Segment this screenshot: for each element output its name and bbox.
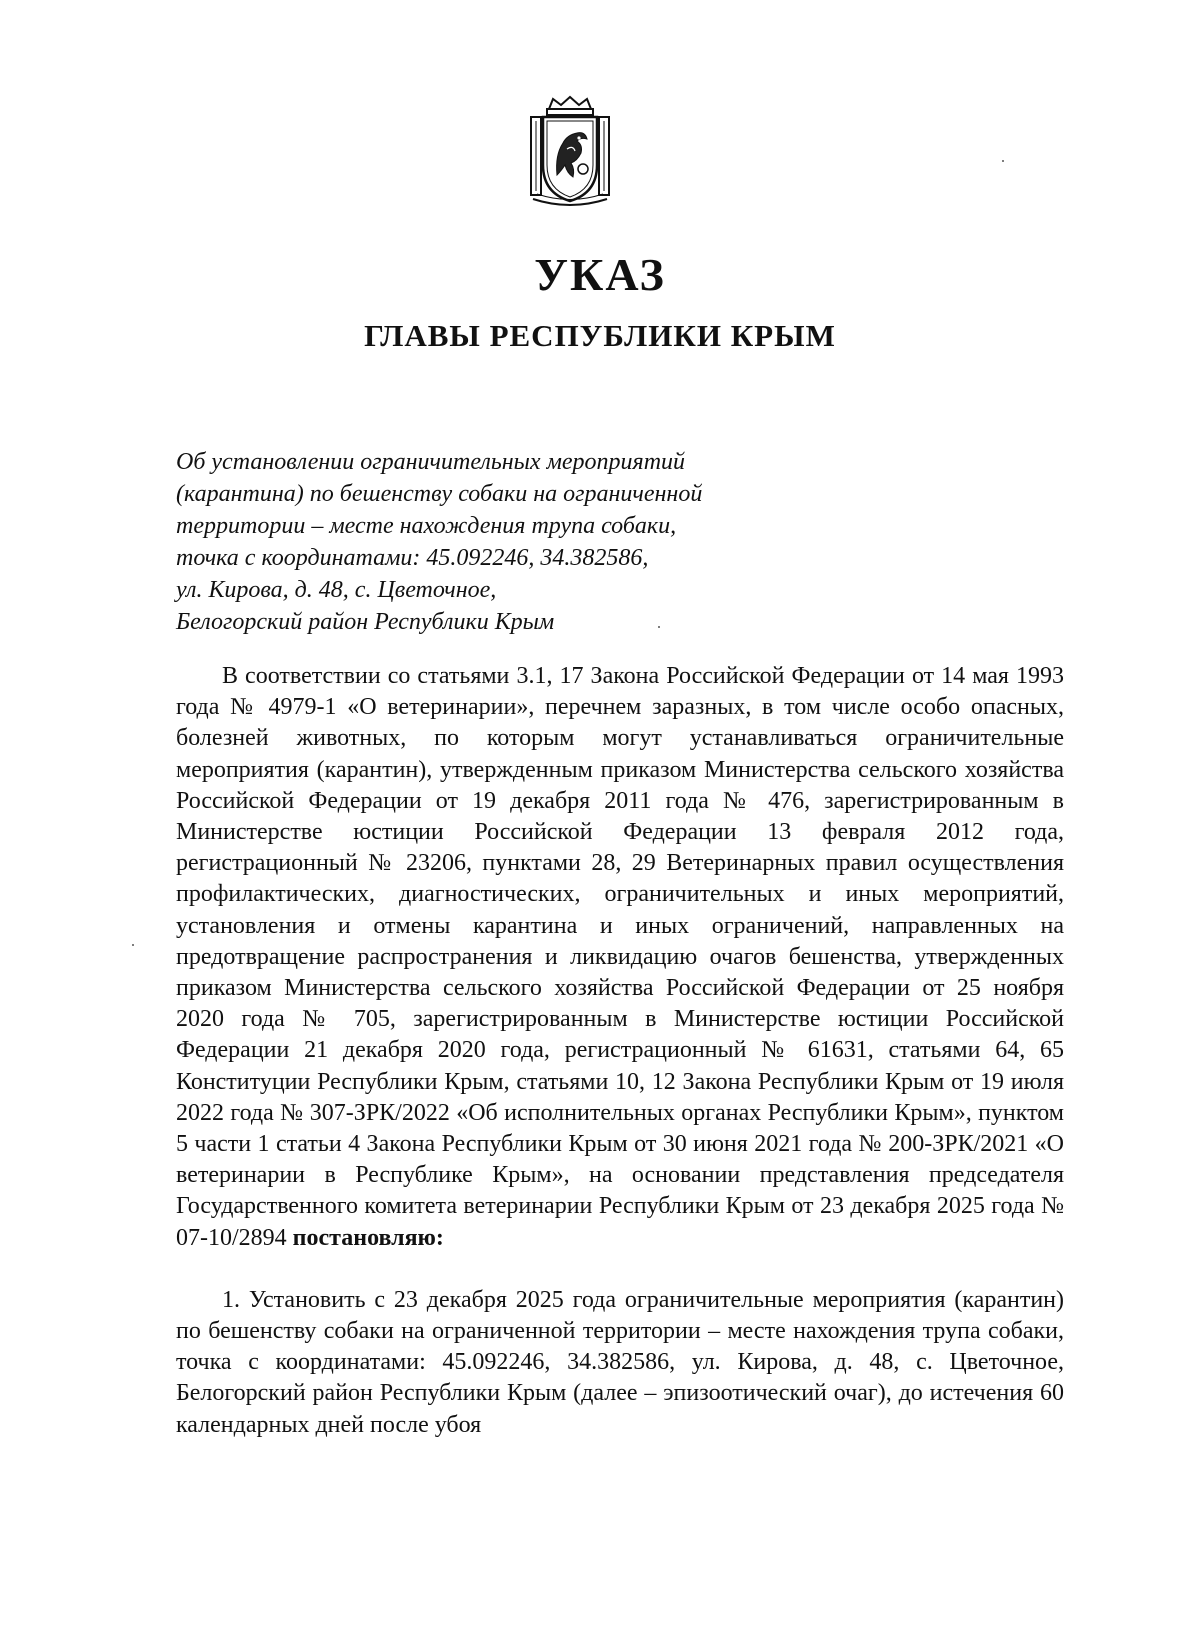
clause-paragraph: 1. Установить с 23 декабря 2025 года ограничительные мероприятия (карантин) по бешенству собаки на ограниченной территории – месте нахождения трупа собаки, точка с координатами: 45.092246, 34.382586, ул. Кирова, д. 48, с. Цветочное, Белогорский район Республики Крым (далее – эпизоотический очаг), до истечения 60 календарных дней после убоя: [176, 1286, 1064, 1438]
crimea-coat-of-arms-icon: [527, 95, 613, 207]
caption-line: точка с координатами: 45.092246, 34.382586,: [176, 545, 649, 571]
scan-speck: [132, 944, 134, 946]
preamble-text: В соответствии со статьями 3.1, 17 Закона Российской Федерации от 14 мая 1993 года № 4979-1 «О ветеринарии», перечнем заразных, в том числе особо опасных, болезней животных, по которым могут устанавливаться ограничительные мероприятия (карантин), утвержденным приказом Министерства сельского хозяйства Российской Федерации от 19 декабря 2011 года № 476, зарегистрированным в Министерстве юстиции Российской Федерации 13 февраля 2012 года, регистрационный № 23206, пунктами 28, 29 Ветеринарных правил осуществления профилактических, диагностических, ограничительных и иных мероприятий, установления и отмены карантина и иных ограничений, направленных на предотвращение распространения и ликвидацию очагов бешенства, утвержденных приказом Министерства сельского хозяйства Российской Федерации от 25 ноября 2020 года № 705, зарегистрированным в Министерстве юстиции Российской Федерации 21 декабря 2020 года, регистрационный № 61631, статьями 64, 65 Конституции Республики Крым, статьями 10, 12 Закона Республики Крым от 19 июля 2022 года № 307-ЗРК/2022 «Об исполнительных органах Республики Крым», пунктом 5 части 1 статьи 4 Закона Республики Крым от 30 июня 2021 года № 200-ЗРК/2021 «О ветеринарии в Республике Крым», на основании представления председателя Государственного комитета ветеринарии Республики Крым от 23 декабря 2025 года № 07-10/2894: [176, 663, 1064, 1251]
caption-line: ул. Кирова, д. 48, с. Цветочное,: [176, 577, 497, 603]
caption-line: (карантина) по бешенству собаки на ограниченной: [176, 481, 703, 507]
decree-word: постановляю:: [292, 1224, 444, 1251]
document-subtitle: ГЛАВЫ РЕСПУБЛИКИ КРЫМ: [364, 318, 836, 353]
caption-line: Об установлении ограничительных мероприятий: [176, 449, 686, 475]
decree-body: [176, 661, 1064, 1441]
scan-speck: [658, 626, 660, 628]
document-title: УКАЗ: [534, 249, 666, 300]
scan-speck: [1002, 160, 1004, 162]
preamble-paragraph: [176, 661, 1064, 1254]
caption-line: территории – месте нахождения трупа собаки,: [176, 513, 677, 539]
caption-line: Белогорский район Республики Крым: [176, 609, 555, 635]
decree-caption: [176, 446, 796, 638]
